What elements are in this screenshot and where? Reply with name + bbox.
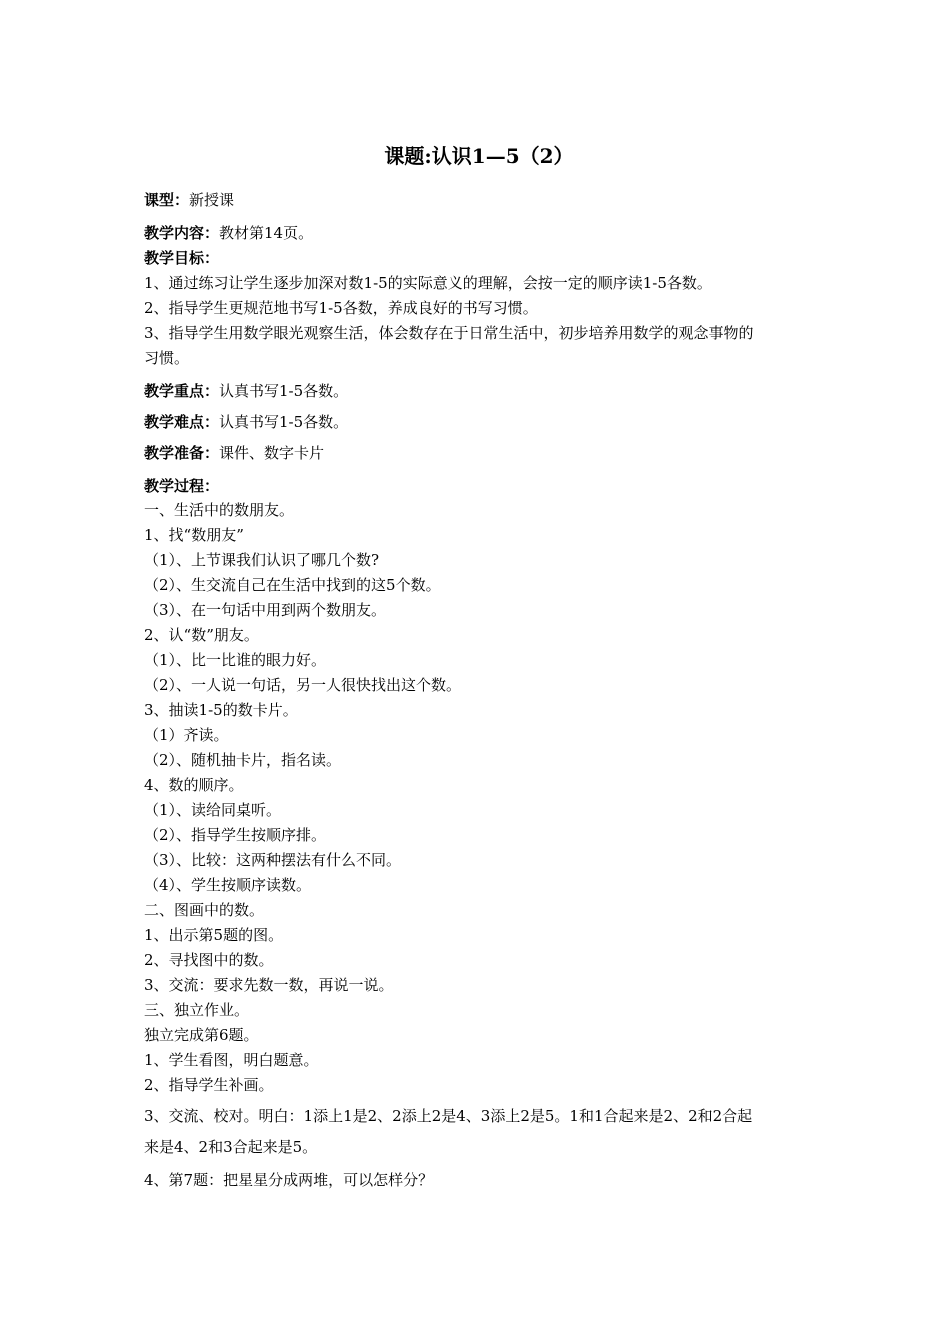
preparation-line <box>144 442 324 464</box>
lesson-type-value: 新授课 <box>189 191 235 209</box>
difficulty-line <box>144 411 348 433</box>
process-step: （1）、读给同桌听。 <box>144 801 282 819</box>
process-step: 2、寻找图中的数。 <box>144 951 274 969</box>
process-heading: 教学过程： <box>144 477 220 495</box>
process-step: （2）、生交流自己在生活中找到的这5个数。 <box>144 576 441 594</box>
closing-step: 4、第7题：把星星分成两堆，可以怎样分？ <box>144 1171 434 1189</box>
lesson-type-line <box>144 189 234 211</box>
process-step: 1、出示第5题的图。 <box>144 926 284 944</box>
closing-step: 3、交流、校对。明白：1添上1是2、2添上2是4、3添上2是5。1和1合起来是2、2和2合起 <box>144 1107 753 1125</box>
lesson-type-label: 课型： <box>144 191 190 209</box>
goals-heading: 教学目标： <box>144 249 220 267</box>
process-step: （1）、比一比谁的眼力好。 <box>144 651 327 669</box>
process-step: （3）、比较：这两种摆法有什么不同。 <box>144 851 402 869</box>
lesson-content-label: 教学内容： <box>144 224 220 242</box>
goal-item: 3、指导学生用数学眼光观察生活，体会数存在于日常生活中，初步培养用数学的观念事物的 <box>144 324 754 342</box>
page-title: 课题:认识1—5（2） <box>384 144 574 168</box>
goal-item: 习惯。 <box>144 349 190 367</box>
process-step: 二、图画中的数。 <box>144 901 265 919</box>
preparation-label: 教学准备： <box>144 444 220 462</box>
process-step: 三、独立作业。 <box>144 1001 250 1019</box>
process-step: （2）、随机抽卡片，指名读。 <box>144 751 342 769</box>
lesson-content-line <box>144 222 313 244</box>
difficulty-value: 认真书写1-5各数。 <box>219 413 349 431</box>
key-point-value: 认真书写1-5各数。 <box>219 382 349 400</box>
goal-item: 1、通过练习让学生逐步加深对数1-5的实际意义的理解，会按一定的顺序读1-5各数。 <box>144 274 712 292</box>
preparation-value: 课件、数字卡片 <box>219 444 325 462</box>
process-step: （2）、指导学生按顺序排。 <box>144 826 327 844</box>
process-step: （4）、学生按顺序读数。 <box>144 876 312 894</box>
closing-step: 来是4、2和3合起来是5。 <box>144 1138 318 1156</box>
process-step: 4、数的顺序。 <box>144 776 244 794</box>
process-step: 一、生活中的数朋友。 <box>144 501 295 519</box>
process-step: （3）、在一句话中用到两个数朋友。 <box>144 601 387 619</box>
key-point-line <box>144 380 348 402</box>
process-step: 1、找“数朋友” <box>144 526 244 544</box>
process-step: 1、学生看图，明白题意。 <box>144 1051 319 1069</box>
difficulty-label: 教学难点： <box>144 413 220 431</box>
goal-item: 2、指导学生更规范地书写1-5各数，养成良好的书写习惯。 <box>144 299 538 317</box>
process-step: 3、交流：要求先数一数，再说一说。 <box>144 976 394 994</box>
lesson-content-value: 教材第14页。 <box>219 224 314 242</box>
process-step: （1）、上节课我们认识了哪几个数? <box>144 551 380 569</box>
process-step: 2、指导学生补画。 <box>144 1076 274 1094</box>
process-step: 独立完成第6题。 <box>144 1026 259 1044</box>
process-step: （2）、一人说一句话，另一人很快找出这个数。 <box>144 676 462 694</box>
process-step: （1）齐读。 <box>144 726 229 744</box>
process-step: 2、认“数”朋友。 <box>144 626 259 644</box>
key-point-label: 教学重点： <box>144 382 220 400</box>
process-step: 3、抽读1-5的数卡片。 <box>144 701 298 719</box>
